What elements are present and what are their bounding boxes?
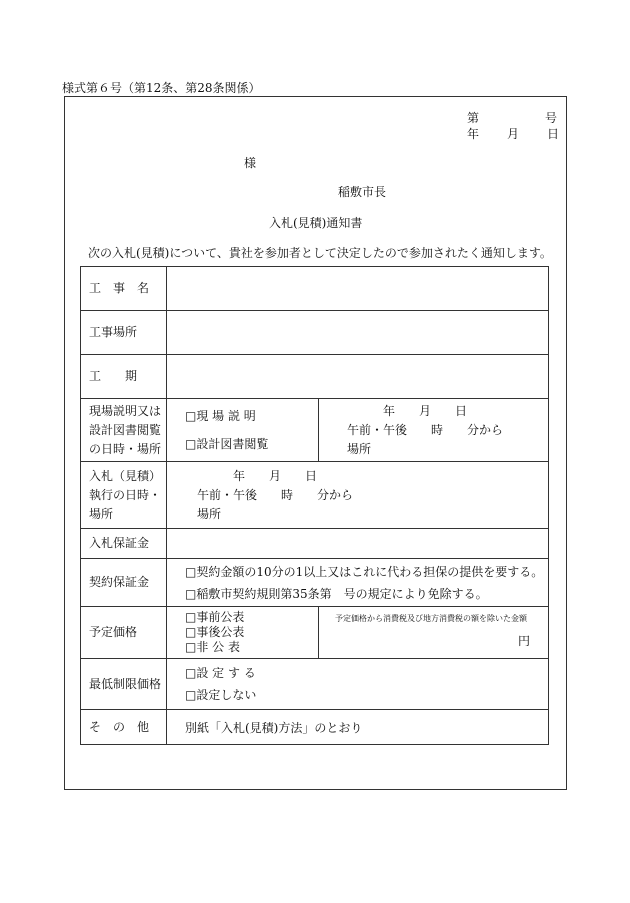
min-price-set-checkbox[interactable]: □設 定 す る [185, 666, 256, 680]
project-location-field[interactable] [167, 311, 549, 355]
min-price-options [167, 659, 549, 710]
planned-price-note: 予定価格から消費税及び地方消費税の額を除いた金額 [335, 614, 527, 623]
contract-deposit-label: 契約保証金 [81, 559, 167, 607]
bid-exec-datetime[interactable]: 年 月 日 午前・午後 時 分から 場所 [167, 462, 549, 529]
document-title: 入札(見積)通知書 [269, 216, 363, 230]
issuer: 稲敷市長 [338, 185, 387, 199]
planned-price-label: 予定価格 [81, 607, 167, 659]
date-month: 月 [507, 127, 520, 141]
project-location-label: 工事場所 [81, 311, 167, 355]
project-name-field[interactable] [167, 267, 549, 311]
post-announce-checkbox[interactable]: □事後公表 [185, 625, 245, 639]
site-briefing-checkbox[interactable]: □現 場 説 明 [185, 409, 256, 423]
date-day: 日 [547, 127, 560, 141]
pre-announce-checkbox[interactable]: □事前公表 [185, 610, 245, 624]
site-briefing-options [167, 399, 319, 462]
table-row [81, 355, 549, 399]
site-briefing-datetime[interactable]: 年 月 日 午前・午後 時 分から 場所 [319, 399, 549, 462]
planned-price-options [167, 607, 319, 659]
table-row [81, 462, 549, 529]
table-row [81, 710, 549, 745]
document-date [467, 125, 559, 142]
no-prefix: 第 [467, 111, 480, 125]
contract-deposit-options [167, 559, 549, 607]
table-row [81, 659, 549, 710]
addressee: 様 [244, 156, 257, 170]
date-year: 年 [467, 127, 480, 141]
form-number: 様式第６号（第12条、第28条関係） [62, 81, 261, 95]
table-row [81, 607, 549, 659]
contract-deposit-exempt-checkbox[interactable]: □稲敷市契約規則第35条第 号の規定により免除する。 [185, 586, 488, 601]
yen-unit: 円 [517, 634, 530, 648]
bid-deposit-field[interactable] [167, 529, 549, 559]
table-row [81, 529, 549, 559]
table-row [81, 311, 549, 355]
notice-table [80, 266, 549, 745]
planned-price-amount[interactable] [319, 607, 549, 659]
table-row [81, 399, 549, 462]
site-briefing-label: 現場説明又は 設計図書閲覧 の日時・場所 [81, 399, 167, 462]
bid-deposit-label: 入札保証金 [81, 529, 167, 559]
project-name-label: 工 事 名 [81, 267, 167, 311]
drawing-review-checkbox[interactable]: □設計図書閲覧 [185, 437, 269, 451]
project-period-field[interactable] [167, 355, 549, 399]
project-period-label: 工 期 [81, 355, 167, 399]
min-price-label: 最低制限価格 [81, 659, 167, 710]
table-row [81, 559, 549, 607]
contract-deposit-required-checkbox[interactable]: □契約金額の10分の1以上又はこれに代わる担保の提供を要する。 [185, 564, 544, 579]
bid-exec-label: 入札（見積） 執行の日時・ 場所 [81, 462, 167, 529]
other-label: そ の 他 [81, 710, 167, 745]
private-checkbox[interactable]: □非 公 表 [185, 640, 240, 654]
no-suffix: 号 [545, 111, 558, 125]
min-price-unset-checkbox[interactable]: □設定しない [185, 688, 257, 702]
other-value: 別紙「入札(見積)方法」のとおり [167, 710, 549, 745]
lead-text: 次の入札(見積)について、貴社を参加者として決定したので参加されたく通知します。 [88, 246, 552, 260]
document-number [467, 109, 557, 126]
table-row [81, 267, 549, 311]
